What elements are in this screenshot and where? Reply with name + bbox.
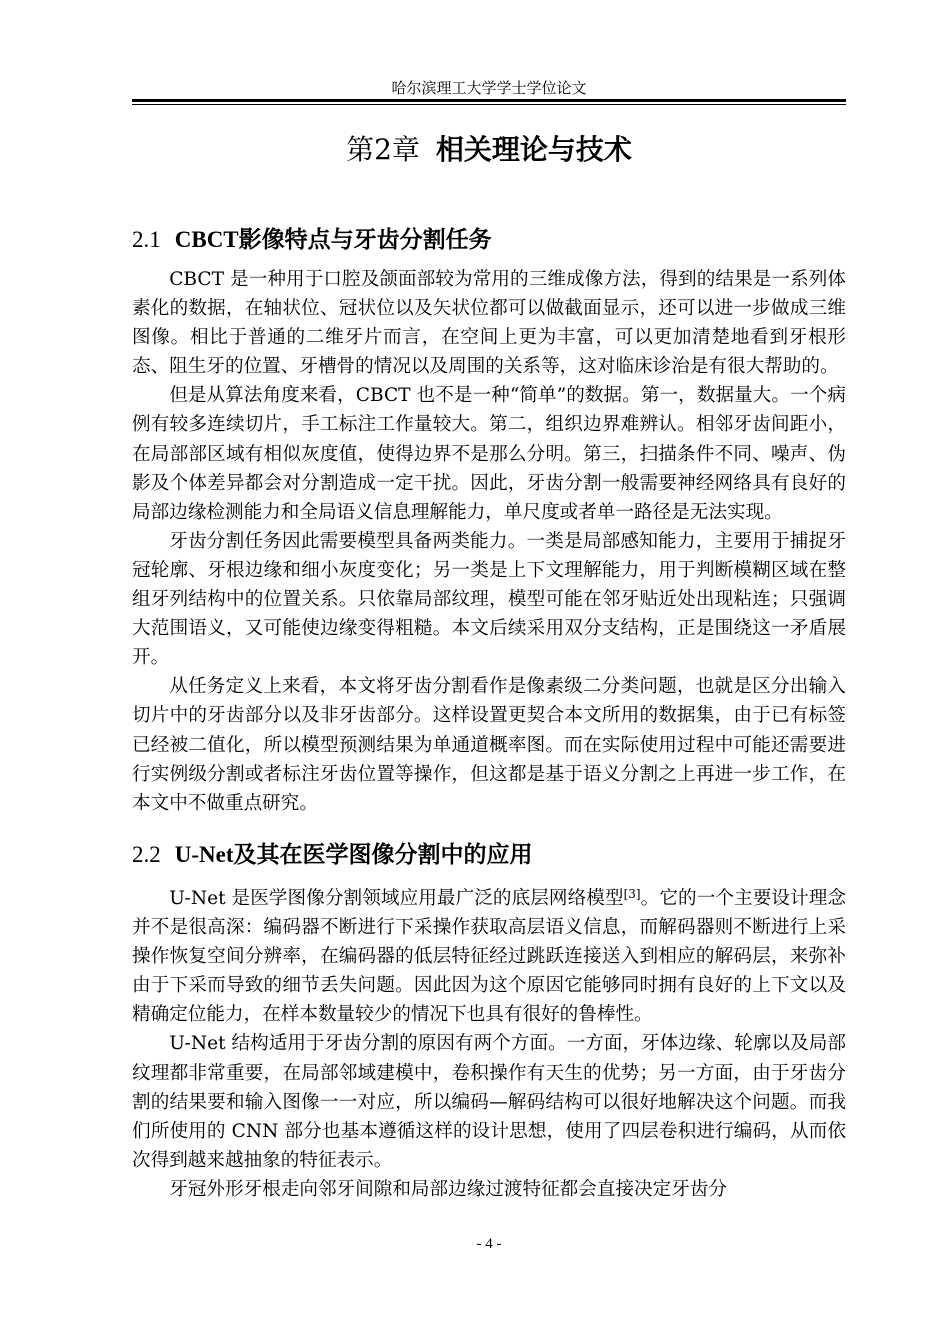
paragraph <box>132 880 846 1029</box>
section-number: 2.2 <box>132 842 161 867</box>
section-title-cjk: 影像特点与牙齿分割任务 <box>238 227 492 253</box>
header-rule-thick <box>132 99 846 102</box>
paragraph-text: U-Net 是医学图像分割领域应用最广泛的底层网络模型 <box>169 888 624 909</box>
chapter-number: 第2章 <box>346 133 420 166</box>
section-number: 2.1 <box>132 227 161 252</box>
page-number: - 4 - <box>476 1236 502 1252</box>
paragraph: 但是从算法角度来看，CBCT 也不是一种“简单”的数据。第一，数据量大。一个病例有较多连续切片，手工标注工作量较大。第二，组织边界难辨认。相邻牙齿间距小，在局部部区域有相似灰度值，使得边界不是那么分明。第三，扫描条件不同、噪声、伪影及个体差异都会对分割造成一定干扰。因此，牙齿分割一般需要神经网络具有良好的局部边缘检测能力和全局语义信息理解能力，单尺度或者单一路径是无法实现。 <box>132 385 846 523</box>
paragraph: U-Net 结构适用于牙齿分割的原因有两个方面。一方面，牙体边缘、轮廓以及局部纹理都非常重要，在局部邻域建模中，卷积操作有天生的优势；另一方面，由于牙齿分割的结果要和输入图像一一对应，所以编码—解码结构可以很好地解决这个问题。而我们所使用的 CNN 部分也基本遵循这样的设计思想，使用了四层卷积进行编码，从而依次得到越来越抽象的特征表示。 <box>132 1033 846 1171</box>
section-2-1-body <box>132 265 846 818</box>
section-title-latin: CBCT <box>174 227 239 252</box>
section-2-2-body <box>132 880 846 1204</box>
section-title-2-2 <box>132 839 846 871</box>
chapter-title <box>132 130 846 170</box>
running-header: 哈尔滨理工大学学士学位论文 <box>391 79 587 97</box>
section-title-cjk: 及其在医学图像分割中的应用 <box>233 842 533 868</box>
section-title-2-1 <box>132 224 846 256</box>
paragraph: 从任务定义上来看，本文将牙齿分割看作是像素级二分类问题，也就是区分出输入切片中的牙齿部分以及非牙齿部分。这样设置更契合本文所用的数据集，由于已有标签已经被二值化，所以模型预测结果为单通道概率图。而在实际使用过程中可能还需要进行实例级分割或者标注牙齿位置等操作，但这都是基于语义分割之上再进一步工作，在本文中不做重点研究。 <box>132 676 846 814</box>
citation-ref[interactable]: [3] <box>623 887 641 901</box>
paragraph: 牙冠外形牙根走向邻牙间隙和局部边缘过渡特征都会直接决定牙齿分 <box>169 1178 728 1200</box>
paragraph: 牙齿分割任务因此需要模型具备两类能力。一类是局部感知能力，主要用于捕捉牙冠轮廓、牙根边缘和细小灰度变化；另一类是上下文理解能力，用于判断模糊区域在整组牙列结构中的位置关系。只依靠局部纹理，模型可能在邻牙贴近处出现粘连；只强调大范围语义，又可能使边缘变得粗糙。本文后续采用双分支结构，正是围绕这一矛盾展开。 <box>132 530 846 669</box>
header-rule-thin <box>132 104 846 105</box>
paragraph: CBCT 是一种用于口腔及颌面部较为常用的三维成像方法，得到的结果是一系列体素化的数据，在轴状位、冠状位以及矢状位都可以做截面显示，还可以进一步做成三维图像。相比于普通的二维牙片而言，在空间上更为丰富，可以更加清楚地看到牙根形态、阻生牙的位置、牙槽骨的情况以及周围的关系等，这对临床诊治是有很大帮助的。 <box>132 269 846 378</box>
paragraph-text: 。它的一个主要设计理念并不是很高深：编码器不断进行下采操作获取高层语义信息，而解码器则不断进行上采操作恢复空间分辨率，在编码器的低层特征经过跳跃连接送入到相应的解码层，来弥补由于下采而导致的细节丢失问题。因此因为这个原因它能够同时拥有良好的上下文以及精确定位能力，在样本数量较少的情况下也具有很好的鲁棒性。 <box>132 888 846 1026</box>
section-title-latin: U-Net <box>174 842 234 867</box>
chapter-name: 相关理论与技术 <box>435 133 632 166</box>
